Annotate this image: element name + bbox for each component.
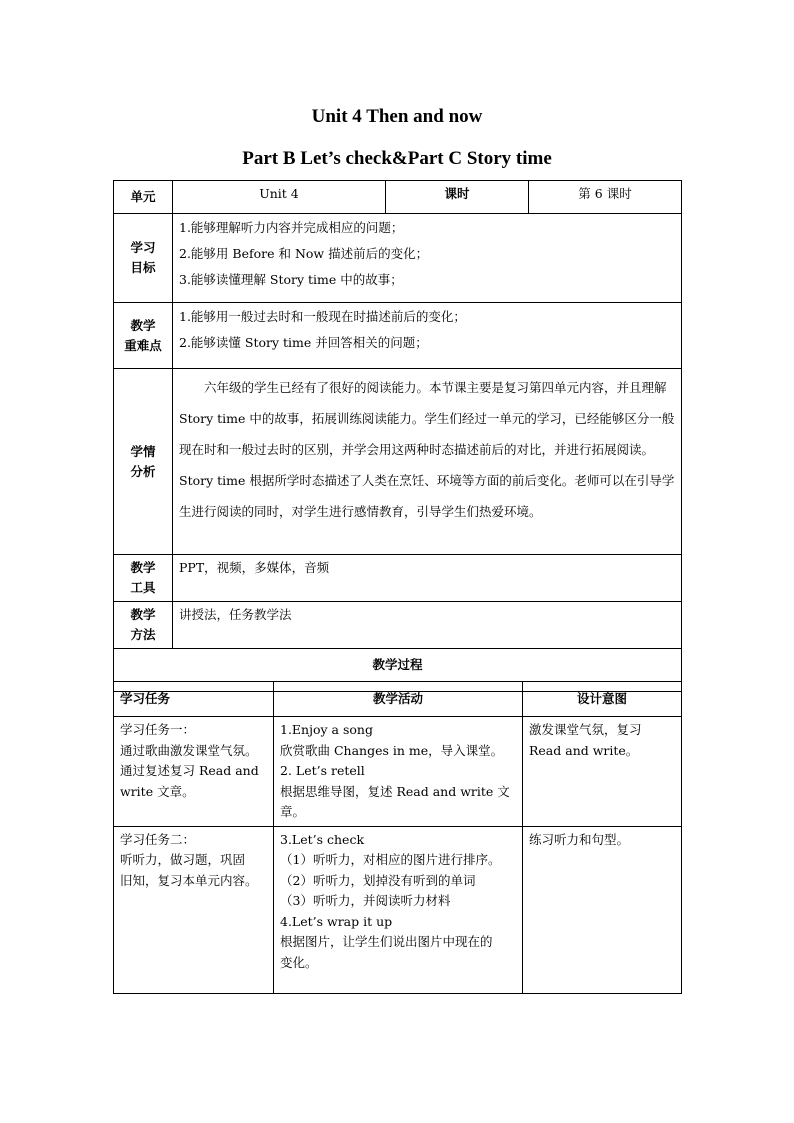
tools-row	[114, 555, 682, 602]
unit-value: Unit 4	[173, 181, 386, 214]
methods-label-line: 方法	[130, 627, 156, 642]
tools-value: PPT，视频，多媒体，音频	[173, 555, 682, 602]
activity-line: 3.Let’s check	[280, 831, 365, 847]
task-line: 通过歌曲激发课堂气氛。	[120, 742, 258, 758]
document-subtitle: Part B Let’s check&Part C Story time	[242, 148, 552, 169]
analysis-row	[114, 369, 682, 555]
objectives-label-line: 学习	[130, 240, 156, 255]
objectives-label-line: 目标	[130, 260, 156, 275]
col-task-header: 学习任务	[114, 682, 274, 717]
methods-label-line: 教学	[130, 607, 156, 622]
activity-line: 欣赏歌曲 Changes in me，导入课堂。	[280, 742, 504, 758]
activity-line: 根据图片，让学生们说出图片中现在的	[280, 934, 493, 949]
lesson-label: 课时	[386, 181, 529, 214]
objectives-content	[173, 214, 682, 303]
activity-line: （1）听听力，对相应的图片进行排序。	[280, 852, 501, 867]
process-row	[114, 717, 682, 827]
task-line: write 文章。	[120, 783, 195, 799]
tools-label-line: 教学	[130, 560, 156, 575]
activity-cell	[274, 826, 523, 993]
intent-line: 激发课堂气氛，复习	[529, 722, 642, 737]
key-points-label-line: 重难点	[124, 337, 162, 353]
objectives-row	[114, 214, 682, 303]
task-cell	[114, 826, 274, 993]
methods-value: 讲授法，任务教学法	[173, 602, 682, 649]
key-points-content	[173, 303, 682, 369]
unit-label: 单元	[114, 181, 173, 214]
task-line: 旧知，复习本单元内容。	[120, 872, 258, 888]
objective-item: 1.能够理解听力内容并完成相应的问题；	[179, 220, 404, 235]
objective-item: 3.能够读懂理解 Story time 中的故事；	[179, 272, 403, 287]
tools-label	[114, 555, 173, 602]
activity-cell	[274, 717, 523, 827]
intent-line: Read and write。	[529, 742, 639, 758]
analysis-label-line: 分析	[130, 463, 156, 479]
analysis-label-line: 学情	[130, 443, 156, 459]
task-line: 通过复述复习 Read and	[120, 763, 259, 778]
key-points-row	[114, 303, 682, 369]
intent-line: 练习听力和句型。	[529, 831, 630, 847]
task-line: 学习任务一：	[120, 722, 196, 737]
activity-line: 章。	[280, 804, 306, 819]
activity-line: 4.Let’s wrap it up	[280, 913, 393, 929]
task-line: 听听力，做习题，巩固	[120, 852, 246, 867]
activity-line: 变化。	[280, 954, 318, 970]
objective-item: 2.能够用 Before 和 Now 描述前后的变化；	[179, 246, 429, 261]
activity-line: 1.Enjoy a song	[280, 722, 373, 737]
task-line: 学习任务二：	[120, 831, 196, 847]
task-cell	[114, 717, 274, 827]
intent-cell	[523, 826, 682, 993]
process-row	[114, 826, 682, 993]
analysis-text: 六年级的学生已经有了很好的阅读能力。本节课主要是复习第四单元内容，并且理解 Story time 中的故事，拓展训练阅读能力。学生们经过一单元的学习，已经能够区分一般现在时和一般过去时的区别，并学会用这两种时态描述前后的对比，并进行拓展阅读。Story time 根据所学时态描述了人类在烹饪、环境等方面的前后变化。老师可以在引导学生进行阅读的同时，对学生进行感情教育，引导学生们热爱环境。	[179, 380, 675, 519]
key-point-item: 1.能够用一般过去时和一般现在时描述前后的变化；	[179, 309, 466, 324]
objectives-label	[114, 214, 173, 303]
col-activity-header: 教学活动	[274, 682, 523, 717]
activity-line: （3）听听力，并阅读听力材料	[280, 893, 451, 908]
key-point-item: 2.能够读懂 Story time 并回答相关的问题；	[179, 335, 428, 350]
tools-label-line: 工具	[130, 580, 156, 595]
methods-row	[114, 602, 682, 649]
intent-cell	[523, 717, 682, 827]
analysis-label	[114, 369, 173, 555]
lesson-value: 第 6 课时	[529, 181, 682, 214]
key-points-label-line: 教学	[130, 317, 156, 333]
lesson-info-table	[113, 180, 682, 692]
document-title: Unit 4 Then and now	[311, 106, 483, 127]
methods-label	[114, 602, 173, 649]
col-intent-header: 设计意图	[523, 682, 682, 717]
process-table	[113, 681, 682, 994]
key-points-label	[114, 303, 173, 369]
activity-line: 2. Let’s retell	[280, 763, 365, 778]
unit-row	[114, 181, 682, 214]
activity-line: （2）听听力，划掉没有听到的单词	[280, 872, 476, 888]
process-header-row	[114, 682, 682, 717]
analysis-content	[173, 369, 682, 555]
process-heading: 教学过程	[114, 649, 682, 692]
activity-line: 根据思维导图，复述 Read and write 文	[280, 783, 510, 799]
